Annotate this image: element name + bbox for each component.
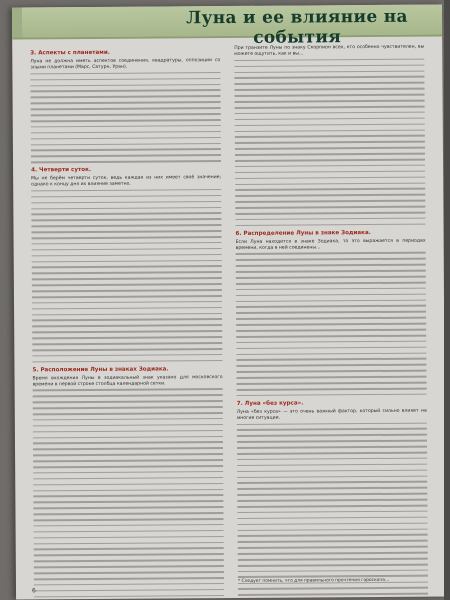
text-block xyxy=(234,58,425,226)
paragraph: Луна не должна иметь аспектов соединения, квадратуры, оппозиции со злыми планетами (Марс, Сатурн, Уран). xyxy=(30,58,221,71)
section-heading: 7. Луна «без курса». xyxy=(236,400,304,407)
paragraph: Мы не берём четверти суток, ведь каждая из них имеет своё значение; однако к концу дня их влияние заметно. xyxy=(31,175,222,188)
right-column xyxy=(234,45,428,600)
paragraph: Время вхождения Луны в зодиакальный знак указано для московского времени в первой строке столбца календарной сетки. xyxy=(32,374,223,387)
paragraph: Если Луна находится в знаке Зодиака, то это выражается в периодах времени, когда в ней соединены… xyxy=(235,238,426,251)
left-column xyxy=(30,46,225,599)
page-number: 6 xyxy=(31,587,36,595)
paragraph: Луна «без курса» — это очень важный фактор, который сильно влияет на многие ситуации. xyxy=(236,408,427,421)
section-heading: 4. Четверти суток. xyxy=(31,167,92,174)
background-edge xyxy=(444,0,450,600)
section-heading: 5. Расположение Луны в знаках Зодиака. xyxy=(32,366,169,373)
band-edge xyxy=(12,7,22,37)
text-block xyxy=(31,189,222,363)
article-title: Луна и ее влияние на события xyxy=(186,6,408,48)
section-heading: 6. Распределение Луны в знаке Зодиака. xyxy=(235,229,371,237)
title-band xyxy=(12,5,442,48)
text-block xyxy=(33,388,225,599)
footnote: * Следует помнить, что для правильного прочтения гороскопа… xyxy=(238,575,428,585)
text-block xyxy=(236,252,427,396)
text-block xyxy=(237,422,428,596)
text-block xyxy=(30,72,221,163)
section-heading: 3. Аспекты с планетами. xyxy=(30,49,110,57)
paragraph: При транзите Луны по знаку Скорпион всех, кто особенно чувствителен, вы можете ощутить, как и вы… xyxy=(234,44,425,57)
magazine-page xyxy=(12,5,446,600)
